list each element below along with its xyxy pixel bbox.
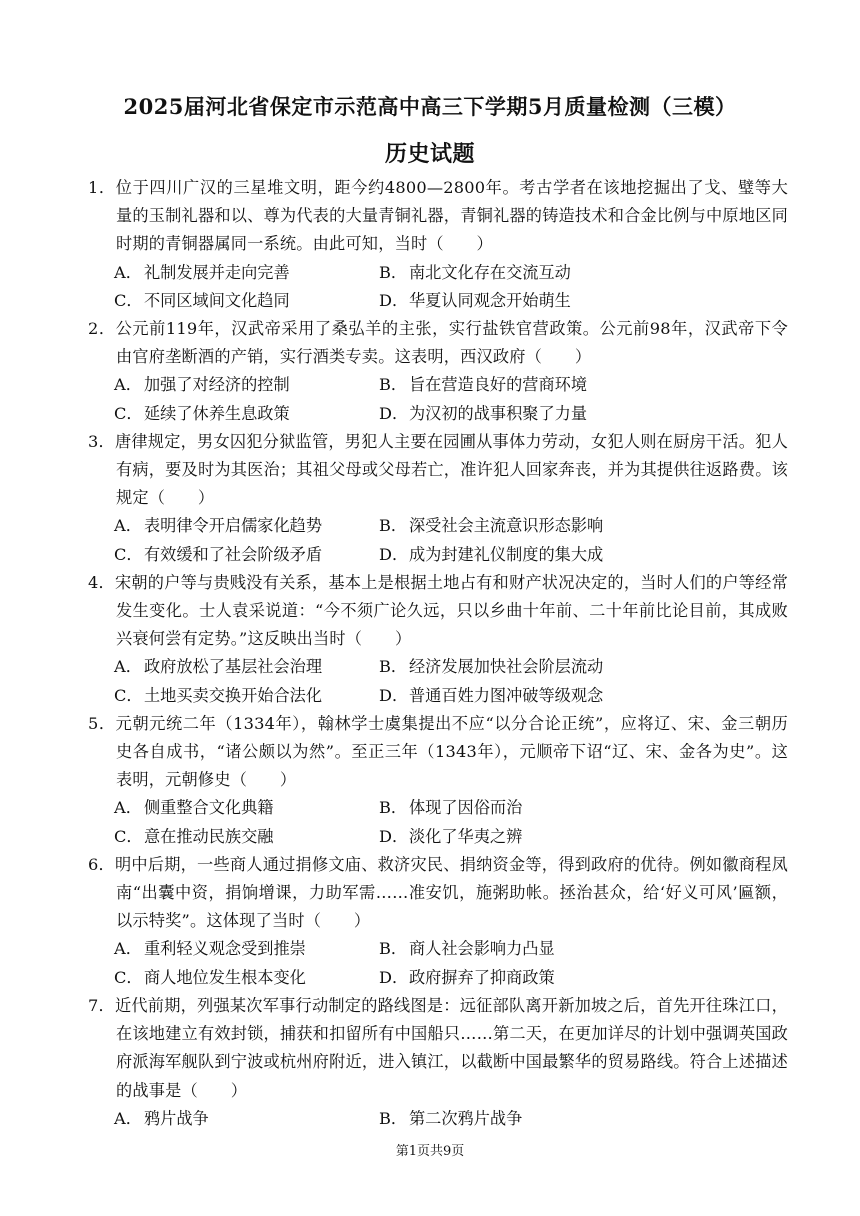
exam-title: 2025届河北省保定市示范高中高三下学期5月质量检测（三模） (123, 94, 737, 119)
option-a (114, 653, 379, 681)
option-letter: A． (114, 1108, 142, 1128)
question-stem: 5．元朝元统二年（1334年），翰林学士虞集提出不应“以分合论正统”，应将辽、宋、金三朝历史各自成书，“诸公颇以为然”。至正三年（1343年），元顺帝下诏“辽、宋、金各为史”。这表明，元朝修史（ ） (88, 713, 788, 790)
option-letter: A． (114, 262, 142, 282)
option-text: 礼制发展并走向完善 (144, 262, 290, 282)
option-letter: C． (114, 826, 143, 846)
option-text: 政府摒弃了抑商政策 (409, 967, 555, 987)
question-7 (88, 992, 788, 1133)
option-text: 经济发展加快社会阶层流动 (409, 657, 604, 677)
option-text: 不同区域间文化趋同 (144, 290, 290, 310)
option-b (379, 794, 779, 822)
option-text: 南北文化存在交流互动 (409, 262, 571, 282)
option-letter: B． (379, 1108, 408, 1128)
question-1 (88, 174, 788, 315)
option-letter: C． (114, 290, 143, 310)
option-text: 加强了对经济的控制 (144, 375, 290, 395)
question-5 (88, 710, 788, 851)
exam-subject: 历史试题 (384, 141, 475, 167)
option-letter: A． (114, 657, 142, 677)
option-text: 表明律令开启儒家化趋势 (144, 516, 323, 536)
option-letter: A． (114, 516, 142, 536)
option-grid (88, 653, 788, 709)
option-text: 有效缓和了社会阶级矛盾 (144, 544, 323, 564)
option-letter: C． (114, 403, 143, 423)
option-d (379, 400, 779, 428)
option-text: 商人社会影响力凸显 (409, 939, 555, 959)
option-d (379, 541, 779, 569)
option-grid (88, 371, 788, 427)
option-text: 第二次鸦片战争 (409, 1108, 523, 1128)
option-c (114, 541, 379, 569)
option-a (114, 794, 379, 822)
option-letter: D． (379, 403, 409, 423)
option-text: 鸦片战争 (144, 1108, 209, 1128)
option-c (114, 400, 379, 428)
option-a (114, 935, 379, 963)
option-letter: A． (114, 375, 142, 395)
question-stem: 3．唐律规定，男女囚犯分狱监管，男犯人主要在园圃从事体力劳动，女犯人则在厨房干活。犯人有病，要及时为其医治；其祖父母或父母若亡，准许犯人回家奔丧，并为其提供往返路费。该规定（ ） (88, 431, 788, 508)
option-letter: B． (379, 657, 408, 677)
option-d (379, 287, 779, 315)
option-letter: B． (379, 262, 408, 282)
option-a (114, 371, 379, 399)
option-text: 普通百姓力图冲破等级观念 (409, 685, 604, 705)
option-b (379, 259, 779, 287)
option-text: 为汉初的战事积聚了力量 (409, 403, 588, 423)
question-stem: 4．宋朝的户等与贵贱没有关系，基本上是根据土地占有和财产状况决定的，当时人们的户等经常发生变化。士人袁采说道：“今不须广论久远，只以乡曲十年前、二十年前比论目前，其成败兴衰何尝有定势。”这反映出当时（ ） (88, 572, 788, 649)
option-letter: B． (379, 375, 408, 395)
option-grid (88, 935, 788, 991)
option-letter: B． (379, 516, 408, 536)
question-list (88, 174, 788, 1133)
option-grid (88, 1105, 788, 1133)
option-letter: C． (114, 967, 143, 987)
option-letter: D． (379, 544, 409, 564)
option-text: 旨在营造良好的营商环境 (409, 375, 588, 395)
option-letter: B． (379, 798, 408, 818)
option-letter: A． (114, 798, 142, 818)
option-text: 体现了因俗而治 (409, 798, 523, 818)
option-d (379, 682, 779, 710)
option-letter: B． (379, 939, 408, 959)
question-3 (88, 428, 788, 569)
option-b (379, 653, 779, 681)
option-grid (88, 794, 788, 850)
question-2 (88, 315, 788, 428)
question-stem: 1．位于四川广汉的三星堆文明，距今约4800—2800年。考古学者在该地挖掘出了戈、璧等大量的玉制礼器和以、尊为代表的大量青铜礼器，青铜礼器的铸造技术和合金比例与中原地区同时期的青铜器属同一系统。由此可知，当时（ ） (88, 178, 788, 254)
question-stem: 2．公元前119年，汉武帝采用了桑弘羊的主张，实行盐铁官营政策。公元前98年，汉武帝下令由官府垄断酒的产销，实行酒类专卖。这表明，西汉政府（ ） (88, 319, 788, 367)
option-letter: D． (379, 826, 409, 846)
question-4 (88, 569, 788, 710)
option-grid (88, 259, 788, 315)
option-letter: D． (379, 685, 409, 705)
option-c (114, 287, 379, 315)
option-d (379, 964, 779, 992)
option-letter: D． (379, 290, 409, 310)
option-b (379, 512, 779, 540)
question-stem: 7．近代前期，列强某次军事行动制定的路线图是：远征部队离开新加坡之后，首先开往珠江口，在该地建立有效封锁，捕获和扣留所有中国船只……第二天，在更加详尽的计划中强调英国政府派海军舰队到宁波或杭州府附近，进入镇江，以截断中国最繁华的贸易路线。符合上述描述的战事是（ ） (88, 995, 788, 1100)
option-c (114, 682, 379, 710)
option-text: 意在推动民族交融 (144, 826, 274, 846)
option-letter: C． (114, 685, 143, 705)
option-text: 淡化了华夷之辨 (409, 826, 523, 846)
option-b (379, 371, 779, 399)
option-d (379, 823, 779, 851)
option-letter: D． (379, 967, 409, 987)
option-a (114, 512, 379, 540)
option-letter: A． (114, 939, 142, 959)
option-c (114, 964, 379, 992)
option-text: 重利轻义观念受到推崇 (144, 939, 306, 959)
option-text: 商人地位发生根本变化 (144, 967, 306, 987)
option-grid (88, 512, 788, 568)
option-text: 政府放松了基层社会治理 (144, 657, 323, 677)
option-text: 深受社会主流意识形态影响 (409, 516, 604, 536)
page-number: 第1页共9页 (395, 1144, 465, 1159)
option-c (114, 823, 379, 851)
option-a (114, 259, 379, 287)
option-text: 华夏认同观念开始萌生 (409, 290, 571, 310)
option-b (379, 1105, 779, 1133)
option-letter: C． (114, 544, 143, 564)
option-text: 土地买卖交换开始合法化 (144, 685, 323, 705)
option-a (114, 1105, 379, 1133)
option-text: 成为封建礼仪制度的集大成 (409, 544, 604, 564)
option-b (379, 935, 779, 963)
option-text: 延续了休养生息政策 (144, 403, 290, 423)
option-text: 侧重整合文化典籍 (144, 798, 274, 818)
question-stem: 6．明中后期，一些商人通过捐修文庙、救济灾民、捐纳资金等，得到政府的优待。例如徽商程凤南“出囊中资，捐饷增课，力助军需……准安饥，施粥助帐。拯治甚众，给‘好义可风’匾额，以示特奖”。这体现了当时（ ） (88, 854, 788, 931)
question-6 (88, 851, 788, 992)
